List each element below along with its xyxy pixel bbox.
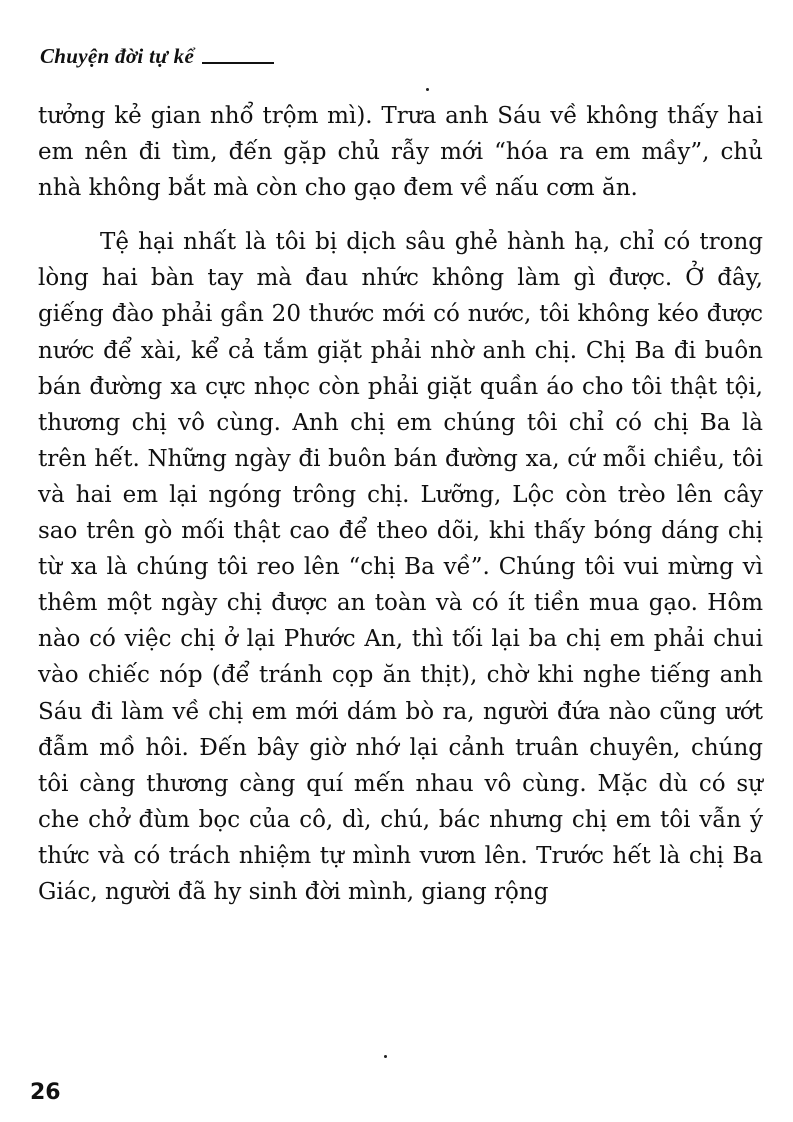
paragraph: tưởng kẻ gian nhổ trộm mì). Trưa anh Sáu về không thấy hai em nên đi tìm, đến gặp chủ rẫy mới “hóa ra em mầy”, chủ nhà không bắt mà còn cho gạo đem về nấu cơm ăn.: [38, 103, 763, 202]
page-number: 26: [30, 1080, 61, 1105]
header-rule: [202, 62, 274, 64]
print-speck: [426, 88, 429, 91]
body-text: [38, 98, 763, 910]
paragraph: Tệ hại nhất là tôi bị dịch sâu ghẻ hành hạ, chỉ có trong lòng hai bàn tay mà đau nhức không làm gì được. Ở đây, giếng đào phải gần 20 thước mới có nước, tôi không kéo được nước để xài, kể cả tắm giặt phải nhờ anh chị. Chị Ba đi buôn bán đường xa cực nhọc còn phải giặt quần áo cho tôi thật tội, thương chị vô cùng. Anh chị em chúng tôi chỉ có chị Ba là trên hết. Những ngày đi buôn bán đường xa, cứ mỗi chiều, tôi và hai em lại ngóng trông chị. Lưỡng, Lộc còn trèo lên cây sao trên gò mối thật cao để theo dõi, khi thấy bóng dáng chị từ xa là chúng tôi reo lên “chị Ba về”. Chúng tôi vui mừng vì thêm một ngày chị được an toàn và có ít tiền mua gạo. Hôm nào có việc chị ở lại Phước An, thì tối lại ba chị em phải chui vào chiếc nóp (để tránh cọp ăn thịt), chờ khi nghe tiếng anh Sáu đi làm về chị em mới dám bò ra, người đứa nào cũng ướt đẫm mồ hôi. Đến bây giờ nhớ lại cảnh truân chuyên, chúng tôi càng thương càng quí mến nhau vô cùng. Mặc dù có sự che chở đùm bọc của cô, dì, chú, bác nhưng chị em tôi vẫn ý thức và có trách nhiệm tự mình vươn lên. Trước hết là chị Ba Giác, người đã hy sinh đời mình, giang rộng: [38, 229, 763, 905]
running-title: Chuyện đời tự kể: [40, 44, 195, 68]
running-header: [40, 44, 274, 69]
print-speck: [384, 1055, 387, 1058]
